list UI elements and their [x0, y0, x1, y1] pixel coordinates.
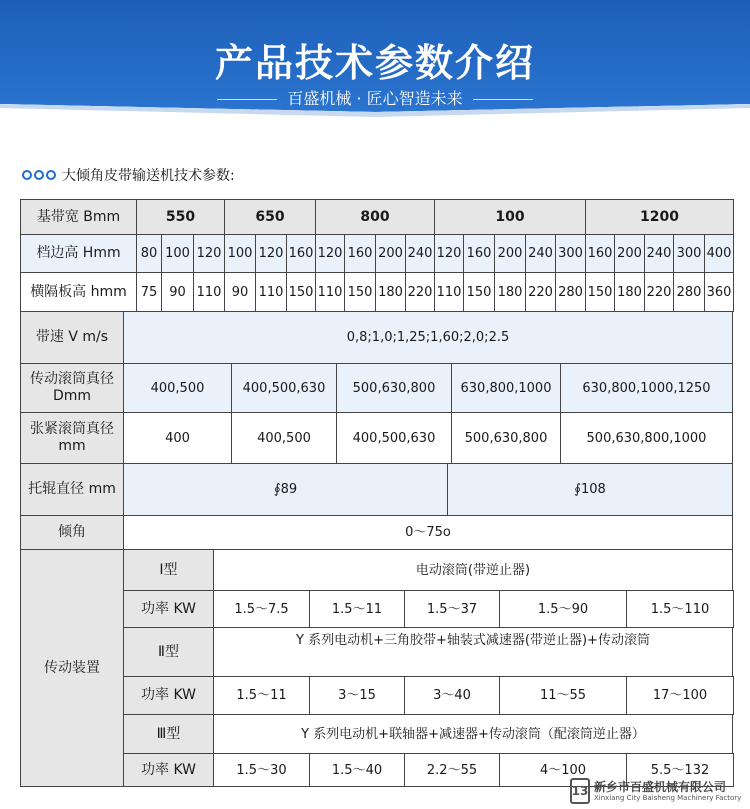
belt-width-header: 550	[136, 199, 225, 235]
partition-height-cell: 150	[585, 272, 615, 312]
edge-height-cell: 200	[494, 234, 526, 273]
partition-height-cell: 110	[193, 272, 225, 312]
partition-height-cell: 110	[434, 272, 464, 312]
power-value-cell: 1.5～110	[626, 590, 734, 628]
power-value-cell: 17～100	[626, 676, 734, 715]
type1-description: 电动滚筒(带逆止器)	[213, 549, 733, 591]
power-value-cell: 3～40	[404, 676, 500, 715]
circles-icon	[22, 170, 56, 180]
type2-label: Ⅱ型	[123, 627, 214, 677]
type1-label: Ⅰ型	[123, 549, 214, 591]
edge-height-cell: 120	[193, 234, 225, 273]
edge-height-cell: 200	[614, 234, 645, 273]
power-value-cell: 1.5～7.5	[213, 590, 310, 628]
power-value-cell: 4～100	[499, 753, 627, 787]
power-value-cell: 11～55	[499, 676, 627, 715]
partition-height-cell: 360	[704, 272, 734, 312]
drive-drum-value: 630,800,1000	[451, 363, 561, 413]
belt-width-header: 100	[434, 199, 586, 235]
edge-height-cell: 300	[673, 234, 705, 273]
idler-value: ∮108	[447, 463, 733, 516]
partition-height-cell: 90	[224, 272, 256, 312]
row-label: 档边高 Hmm	[20, 234, 137, 273]
partition-height-cell: 90	[161, 272, 194, 312]
company-logo-icon: 13	[570, 778, 590, 804]
type3-label: Ⅲ型	[123, 714, 214, 754]
partition-height-cell: 280	[673, 272, 705, 312]
partition-height-cell: 110	[315, 272, 345, 312]
drive-drum-value: 400,500	[123, 363, 232, 413]
edge-height-cell: 80	[136, 234, 162, 273]
edge-height-cell: 300	[555, 234, 586, 273]
edge-height-cell: 240	[525, 234, 556, 273]
drive-drum-value: 500,630,800	[336, 363, 452, 413]
angle-value: 0～75o	[123, 515, 733, 550]
belt-width-header: 800	[315, 199, 435, 235]
idler-label: 托辊直径 mm	[20, 463, 124, 516]
partition-height-cell: 220	[405, 272, 435, 312]
speed-value: 0,8;1,0;1,25;1,60;2,0;2.5	[123, 311, 733, 364]
power-value-cell: 1.5～40	[309, 753, 405, 787]
edge-height-cell: 100	[161, 234, 194, 273]
tension-drum-value: 400,500,630	[336, 412, 452, 464]
partition-height-cell: 220	[644, 272, 674, 312]
edge-height-cell: 160	[286, 234, 316, 273]
edge-height-cell: 120	[255, 234, 287, 273]
partition-height-cell: 150	[344, 272, 376, 312]
partition-height-cell: 280	[555, 272, 586, 312]
power-value-cell: 1.5～30	[213, 753, 310, 787]
power-value-cell: 1.5～11	[213, 676, 310, 715]
edge-height-cell: 160	[463, 234, 495, 273]
tension-drum-value: 500,630,800,1000	[560, 412, 733, 464]
tension-drum-label: 张紧滚筒真径 mm	[20, 412, 124, 464]
subtitle-divider-left	[217, 99, 277, 100]
partition-height-cell: 150	[463, 272, 495, 312]
partition-height-cell: 180	[614, 272, 645, 312]
header-banner	[0, 0, 750, 122]
type2-description: Y 系列电动机+三角胶带+轴装式减速器(带逆止器)+传动滚筒	[213, 627, 733, 677]
row-label: 横隔板高 hmm	[20, 272, 137, 312]
power-value-cell: 5.5～132	[626, 753, 734, 787]
section-caption	[22, 165, 235, 185]
drive-drum-value: 400,500,630	[231, 363, 337, 413]
power-value-cell: 1.5～90	[499, 590, 627, 628]
partition-height-cell: 220	[525, 272, 556, 312]
speed-label: 带速 V m/s	[20, 311, 124, 364]
edge-height-cell: 160	[585, 234, 615, 273]
partition-height-cell: 180	[494, 272, 526, 312]
watermark-company-name: 新乡市百盛机械有限公司	[594, 780, 727, 794]
power-value-cell: 1.5～11	[309, 590, 405, 628]
power-value-cell: 3～15	[309, 676, 405, 715]
partition-height-cell: 110	[255, 272, 287, 312]
caption-text: 大倾角皮带输送机技术参数:	[62, 168, 235, 184]
drive-drum-value: 630,800,1000,1250	[560, 363, 733, 413]
type3-description: Y 系列电动机+联轴器+减速器+传动滚筒（配滚筒逆止器）	[213, 714, 733, 754]
edge-height-cell: 120	[315, 234, 345, 273]
idler-value: ∮89	[123, 463, 448, 516]
row-label: 基带宽 Bmm	[20, 199, 137, 235]
edge-height-cell: 240	[405, 234, 435, 273]
edge-height-cell: 240	[644, 234, 674, 273]
company-watermark	[570, 778, 748, 806]
drive-group-label: 传动装置	[20, 549, 124, 787]
edge-height-cell: 200	[375, 234, 406, 273]
drive-drum-label: 传动滚筒真径 Dmm	[20, 363, 124, 413]
power-value-cell: 1.5～37	[404, 590, 500, 628]
edge-height-cell: 400	[704, 234, 734, 273]
partition-height-cell: 150	[286, 272, 316, 312]
belt-width-header: 650	[224, 199, 316, 235]
power-label: 功率 KW	[123, 753, 214, 787]
tension-drum-value: 500,630,800	[451, 412, 561, 464]
edge-height-cell: 120	[434, 234, 464, 273]
tension-drum-value: 400	[123, 412, 232, 464]
subtitle-text: 百盛机械 · 匠心智造未来	[287, 89, 463, 108]
tension-drum-value: 400,500	[231, 412, 337, 464]
belt-width-header: 1200	[585, 199, 734, 235]
subtitle-divider-right	[473, 99, 533, 100]
angle-label: 倾角	[20, 515, 124, 550]
power-label: 功率 KW	[123, 676, 214, 715]
power-label: 功率 KW	[123, 590, 214, 628]
power-value-cell: 2.2～55	[404, 753, 500, 787]
page-subtitle	[0, 86, 750, 109]
partition-height-cell: 180	[375, 272, 406, 312]
edge-height-cell: 160	[344, 234, 376, 273]
page-title: 产品技术参数介绍	[214, 41, 535, 85]
watermark-company-english: Xinxiang City Baisheng Machinery Factory	[594, 794, 742, 802]
partition-height-cell: 75	[136, 272, 162, 312]
edge-height-cell: 100	[224, 234, 256, 273]
